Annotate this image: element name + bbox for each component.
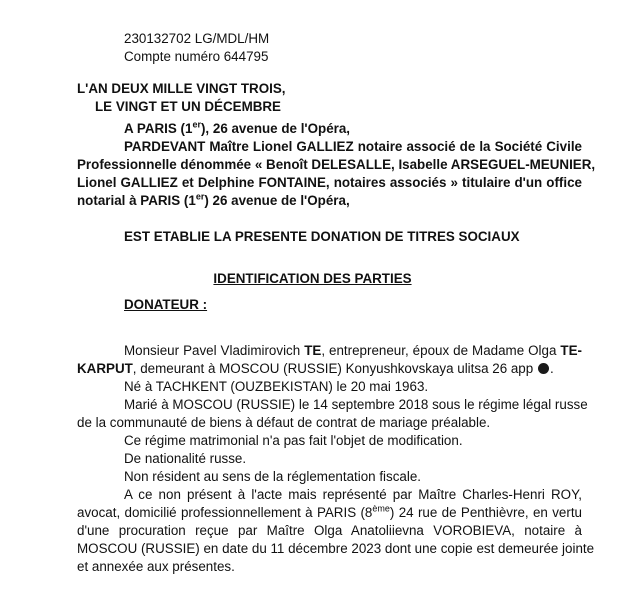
pardevant-line-3: Lionel GALLIEZ et Delphine FONTAINE, notaires associés » titulaire d'un office xyxy=(77,175,582,190)
reference-number: 230132702 LG/MDL/HM xyxy=(124,31,270,46)
section-title: IDENTIFICATION DES PARTIES xyxy=(213,271,412,286)
donor-birth: Né à TACHKENT (OUZBEKISTAN) le 20 mai 1963. xyxy=(124,379,429,394)
donor-heading: DONATEUR : xyxy=(124,297,208,312)
donor-nationality: De nationalité russe. xyxy=(124,451,247,466)
pardevant-line-1: PARDEVANT Maître Lionel GALLIEZ notaire associé de la Société Civile xyxy=(124,139,582,154)
donor-line-2: KARPUT, demeurant à MOSCOU (RUSSIE) Konyushkovskaya ulitsa 26 app . xyxy=(77,361,554,376)
representation-line-5: et annexée aux présentes. xyxy=(77,559,235,574)
donor-married-1: Marié à MOSCOU (RUSSIE) le 14 septembre 2018 sous le régime légal russe xyxy=(124,397,588,412)
date-line-1: L'AN DEUX MILLE VINGT TROIS, xyxy=(77,81,286,96)
donor-line-1: Monsieur Pavel Vladimirovich TE, entrepreneur, époux de Madame Olga TE- xyxy=(124,343,582,358)
redaction-mark xyxy=(538,363,549,374)
pardevant-line-4: notarial à PARIS (1er) 26 avenue de l'Opéra, xyxy=(77,191,350,208)
representation-line-1: A ce non présent à l'acte mais représenté par Maître Charles-Henri ROY, xyxy=(124,487,582,502)
donor-resident: Non résident au sens de la réglementation fiscale. xyxy=(124,469,422,484)
pardevant-line-2: Professionnelle dénommée « Benoît DELESALLE, Isabelle ARSEGUEL-MEUNIER, xyxy=(77,157,596,172)
representation-line-4: MOSCOU (RUSSIE) en date du 11 décembre 2023 dont une copie est demeurée jointe xyxy=(77,541,595,556)
date-line-2: LE VINGT ET UN DÉCEMBRE xyxy=(95,99,281,114)
representation-line-3: d'une procuration reçue par Maître Olga Anatoliievna VOROBIEVA, notaire à xyxy=(77,523,582,538)
establishment-statement: EST ETABLIE LA PRESENTE DONATION DE TITRES SOCIAUX xyxy=(124,229,520,244)
representation-line-2: avocat, domicilié professionnellement à PARIS (8ème) 24 rue de Penthièvre, en vertu xyxy=(77,503,582,520)
place-line: A PARIS (1er), 26 avenue de l'Opéra, xyxy=(124,119,351,136)
account-number: Compte numéro 644795 xyxy=(124,49,269,64)
donor-married-2: de la communauté de biens à défaut de contrat de mariage préalable. xyxy=(77,415,491,430)
donor-regime: Ce régime matrimonial n'a pas fait l'objet de modification. xyxy=(124,433,463,448)
